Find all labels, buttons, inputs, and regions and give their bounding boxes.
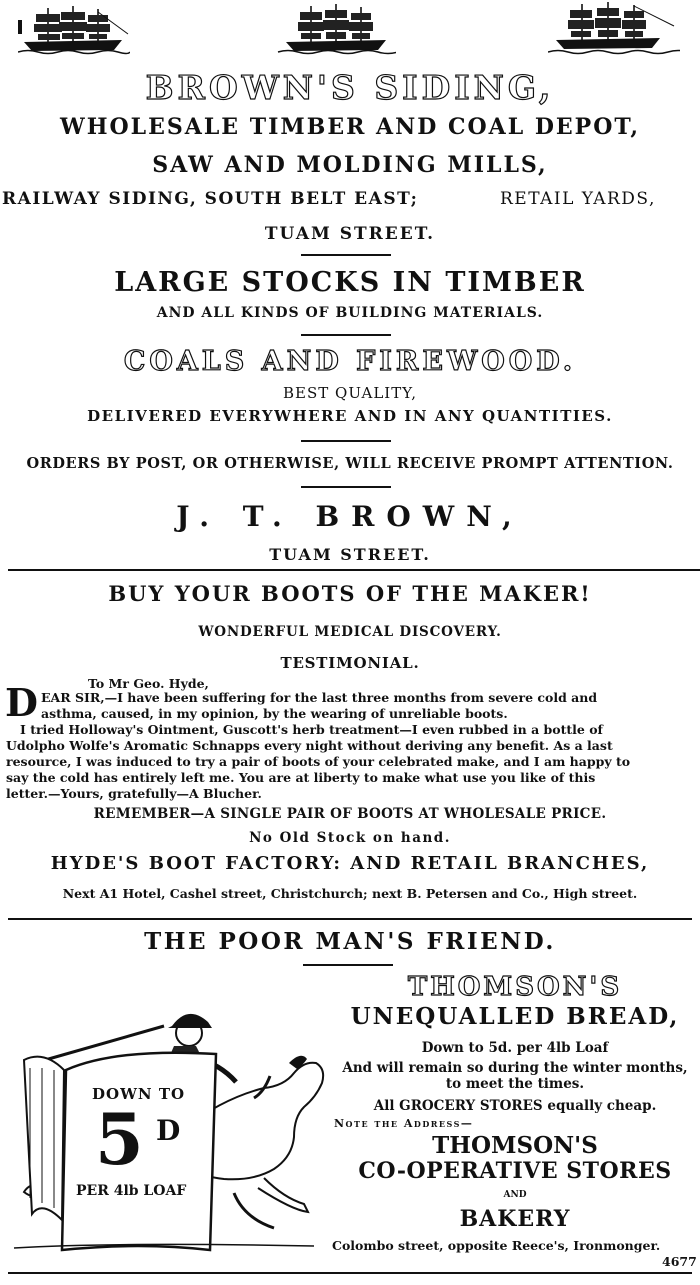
letter-line: EAR SIR,—I have been suffering for the last three months from severe cold and — [41, 690, 598, 705]
and-line: AND — [503, 1190, 527, 1200]
stock-headline: LARGE STOCKS IN TIMBER — [114, 267, 586, 298]
store-name: THOMSON'S — [432, 1132, 598, 1159]
price-line: Down to 5d. per 4lb Loaf — [421, 1040, 609, 1056]
boots-headline: BUY YOUR BOOTS OF THE MAKER! — [108, 581, 592, 606]
product-line: UNEQUALLED BREAD, — [350, 1003, 680, 1030]
proprietor-name: J. T. BROWN, — [176, 500, 524, 533]
ad-location: RAILWAY SIDING, SOUTH BELT EAST; — [2, 189, 419, 209]
banner-price-unit: D — [156, 1114, 181, 1147]
quality-line: BEST QUALITY, — [283, 384, 417, 402]
ad-street: TUAM STREET. — [264, 224, 436, 244]
banner-top: DOWN TO — [92, 1085, 186, 1103]
divider — [303, 964, 393, 966]
ad-location-retail: RETAIL YARDS, — [500, 189, 656, 209]
letter-line: resource, I was induced to try a pair of boots of your celebrated make, and I am happy to — [6, 754, 631, 769]
ship-icon — [548, 0, 680, 58]
bakery-line: BAKERY — [459, 1206, 571, 1232]
letter-line: I tried Holloway's Ointment, Guscott's herb treatment—I even rubbed in a bottle of — [20, 722, 603, 737]
letter-line: asthma, caused, in my opinion, by the wearing of unreliable boots. — [41, 706, 508, 721]
letter-line: Udolpho Wolfe's Aromatic Schnapps every night without deriving any benefit. As a last — [6, 738, 613, 753]
testimonial-heading: TESTIMONIAL. — [280, 654, 420, 672]
ad-title: BROWN'S SIDING, — [145, 68, 555, 107]
remain-line: to meet the times. — [445, 1076, 585, 1092]
orders-line: ORDERS BY POST, OR OTHERWISE, WILL RECEIVE PROMPT ATTENTION. — [26, 455, 674, 472]
stock-line: No Old Stock on hand. — [249, 830, 451, 846]
store-address: Colombo street, opposite Reece's, Ironmonger. — [332, 1238, 661, 1253]
ad-separator — [8, 918, 692, 920]
store-name: CO-OPERATIVE STORES — [358, 1158, 672, 1184]
note-line: Note the Address— — [334, 1117, 474, 1130]
divider — [301, 486, 391, 488]
factory-line: HYDE'S BOOT FACTORY: AND RETAIL BRANCHES, — [50, 853, 650, 874]
ad-subtitle: WHOLESALE TIMBER AND COAL DEPOT, — [59, 114, 641, 140]
ad-subtitle: SAW AND MOLDING MILLS, — [152, 152, 548, 178]
delivery-line: DELIVERED EVERYWHERE AND IN ANY QUANTITIES. — [87, 407, 613, 425]
salutation: To Mr Geo. Hyde, — [88, 676, 209, 691]
proprietor-address: TUAM STREET. — [269, 545, 431, 564]
materials-line: AND ALL KINDS OF BUILDING MATERIALS. — [156, 305, 544, 321]
remember-line: REMEMBER—A SINGLE PAIR OF BOOTS AT WHOLESALE PRICE. — [93, 806, 607, 822]
bread-headline: THE POOR MAN'S FRIEND. — [144, 928, 556, 955]
branches-line: Next A1 Hotel, Cashel street, Christchurch; next B. Petersen and Co., High street. — [62, 886, 638, 901]
letter-line: letter.—Yours, gratefully—A Blucher. — [6, 786, 262, 801]
grocery-line: All GROCERY STORES equally cheap. — [373, 1098, 657, 1114]
coals-headline: COALS AND FIREWOOD. — [123, 346, 577, 377]
remain-line: And will remain so during the winter months, — [342, 1060, 688, 1076]
divider — [301, 440, 391, 442]
ad-reference: 4677 — [662, 1254, 697, 1269]
banner-price: 5 — [95, 1098, 144, 1181]
ship-icon — [18, 4, 130, 56]
brand-name: THOMSON'S — [407, 972, 623, 1002]
divider — [301, 334, 391, 336]
discovery-line: WONDERFUL MEDICAL DISCOVERY. — [198, 624, 502, 640]
ad-separator — [8, 1272, 692, 1274]
ship-icon — [276, 2, 396, 58]
drop-cap: D — [5, 680, 38, 725]
divider — [301, 254, 391, 256]
banner-bottom: PER 4lb LOAF — [76, 1183, 187, 1199]
ad-separator — [8, 569, 700, 571]
letter-line: say the cold has entirely left me. You are at liberty to make what use you like of this — [6, 770, 596, 785]
